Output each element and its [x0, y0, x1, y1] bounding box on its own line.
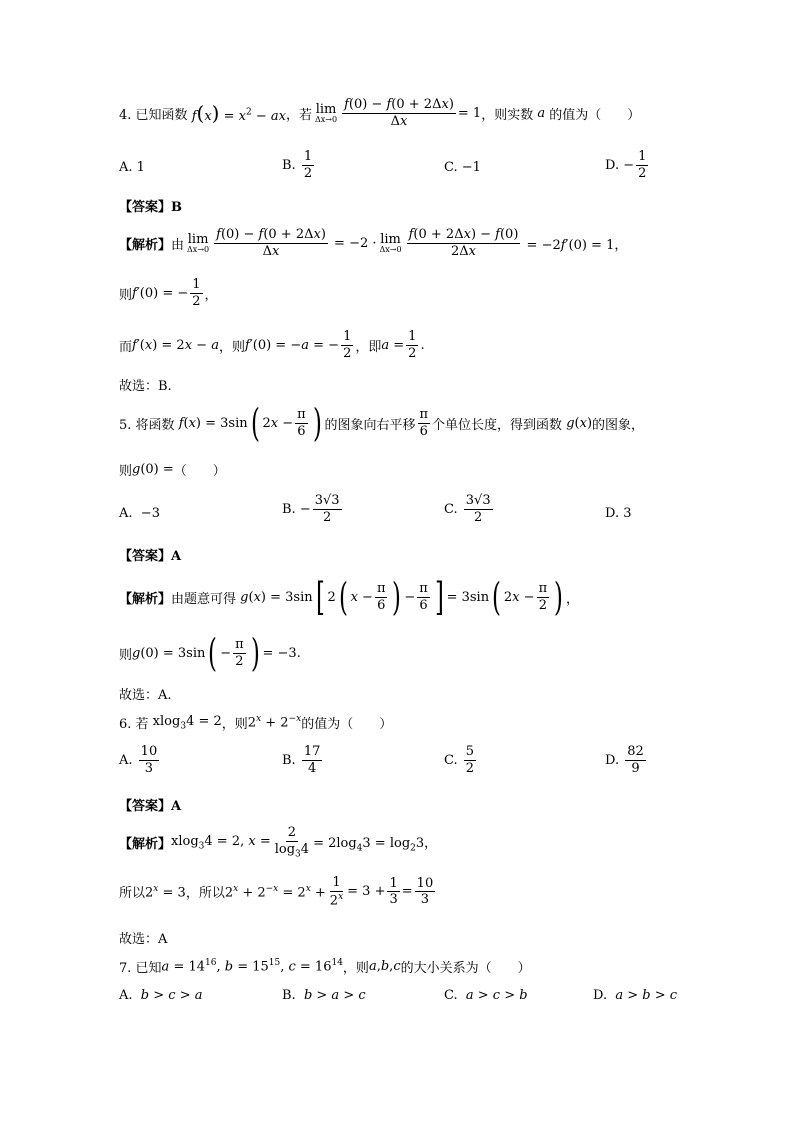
q4-analysis-line2: 则 f′(0) = − $\frac{1}{2}$ ，	[119, 277, 218, 309]
q4-limit-fraction: $\frac{f(0) - f(0 + 2\Delta x)}{\Delta x}$	[344, 97, 454, 129]
q4-function-def: $f(x) = x^2$ − ax	[191, 100, 286, 125]
q5-stem: 5. 将函数 f(x) = 3sin ( 2x − $\frac{\pi}{6}$ ) 的图象向右平移 $\frac{\pi}{6}$ 个单位长度，得到函数 g(x) 的图象，	[119, 401, 645, 445]
q4-stem-tail: 的值为（ ）	[549, 107, 641, 123]
q4-stem-equals: = 1	[457, 105, 482, 121]
q6-option-d: D. $\frac{82}{9}$	[605, 744, 644, 776]
q4-answer: 【答案】B	[119, 200, 182, 215]
q7-stem: 7. 已知 $a = 14^{16}$, $b = 15^{15}$, $c = 16^{14}$ ，则 a,b,c 的大小关系为（ ）	[119, 958, 531, 976]
q6-option-c: C. $\frac{5}{2}$	[444, 744, 475, 776]
q7-option-a: A. b > c > a	[119, 988, 203, 1003]
q4-option-b: B. $\frac{1}{2}$	[282, 149, 313, 181]
q4-stem-mid: ，若	[285, 107, 312, 123]
q7-option-b: B. b > a > c	[282, 988, 366, 1003]
q4-option-c: C. −1	[444, 160, 481, 175]
q6-analysis-line2: 所以 $2^x = 3$ ，所以 $2^x + 2^{-x} = 2^x$ + $\frac{1}{2^x}$ = 3 + $\frac{1}{3}$ = $\frac{10}{3}$	[119, 875, 434, 908]
q5-analysis-line2: 则 g(0) = 3sin ( − $\frac{\pi}{2}$ ) = −3.	[119, 631, 301, 675]
q6-conclusion: 故选：A	[119, 932, 168, 947]
q7-option-c: C. a > c > b	[444, 988, 528, 1003]
q4-conclusion: 故选：B.	[119, 379, 172, 394]
q6-option-b: B. $\frac{17}{4}$	[282, 744, 321, 776]
q7-option-d: D. a > b > c	[593, 988, 678, 1003]
q4-option-d: D. − $\frac{1}{2}$	[605, 149, 647, 181]
q5-answer: 【答案】A	[119, 549, 182, 564]
q4-analysis-line1: 【解析】 由 lim Δx→0 $\frac{f(0) - f(0 + 2\Delta x)}{\Delta x}$ = −2 · lim Δx→0 $\frac{f(0 + 2\Delta x) - f(0)}{2\Delta x}$ = −2f′(0) = 1，	[119, 227, 628, 259]
q5-option-c: C. $\frac{3√3}{2}$	[444, 493, 491, 525]
q5-option-b: B. − $\frac{3√3}{2}$	[282, 493, 340, 525]
q5-option-d: D. 3	[605, 506, 632, 521]
q5-conclusion: 故选：A.	[119, 688, 172, 703]
q4-limit: lim Δx→0	[315, 101, 338, 124]
q4-analysis-line3: 而 f′(x) = 2x − a ，则 f′(0) = −a = − $\frac{1}{2}$ ，即 a = $\frac{1}{2}$ .	[119, 329, 425, 361]
q4-stem-post: ，则实数	[481, 107, 534, 123]
q6-option-a: A. $\frac{10}{3}$	[119, 744, 158, 776]
q4-stem: 4. 已知函数 $f(x) = x^2$ − ax ，若 lim Δx→0 $\frac{f(0) - f(0 + 2\Delta x)}{\Delta x}$ = 1 ，则实数 a 的值为（ ）	[119, 97, 641, 129]
q4-stem-prefix: 4. 已知函数	[119, 107, 188, 123]
q5-analysis-line1: 【解析】 由题意可得 g(x) = 3sin [ 2 ( x − $\frac{\pi}{6}$ ) − $\frac{\pi}{6}$ ] = 3sin ( 2x − $\frac{\pi}{2}$ ) ，	[119, 575, 579, 619]
q5-option-a: A. −3	[119, 506, 160, 521]
q4-option-a: A. 1	[119, 160, 145, 175]
q6-stem: 6. 若 xlog$_3$4 = 2 ，则 $2^x + 2^{-x}$ 的值为（ ）	[119, 713, 393, 732]
q6-analysis-line1: 【解析】 xlog$_3$4 = 2, x = $\frac{2}{\log_34}$ = $2\log_43 = \log_23$，	[119, 825, 438, 860]
q5-stem-line2: 则 g(0) = （ ）	[119, 462, 226, 479]
q6-answer: 【答案】A	[119, 799, 182, 814]
